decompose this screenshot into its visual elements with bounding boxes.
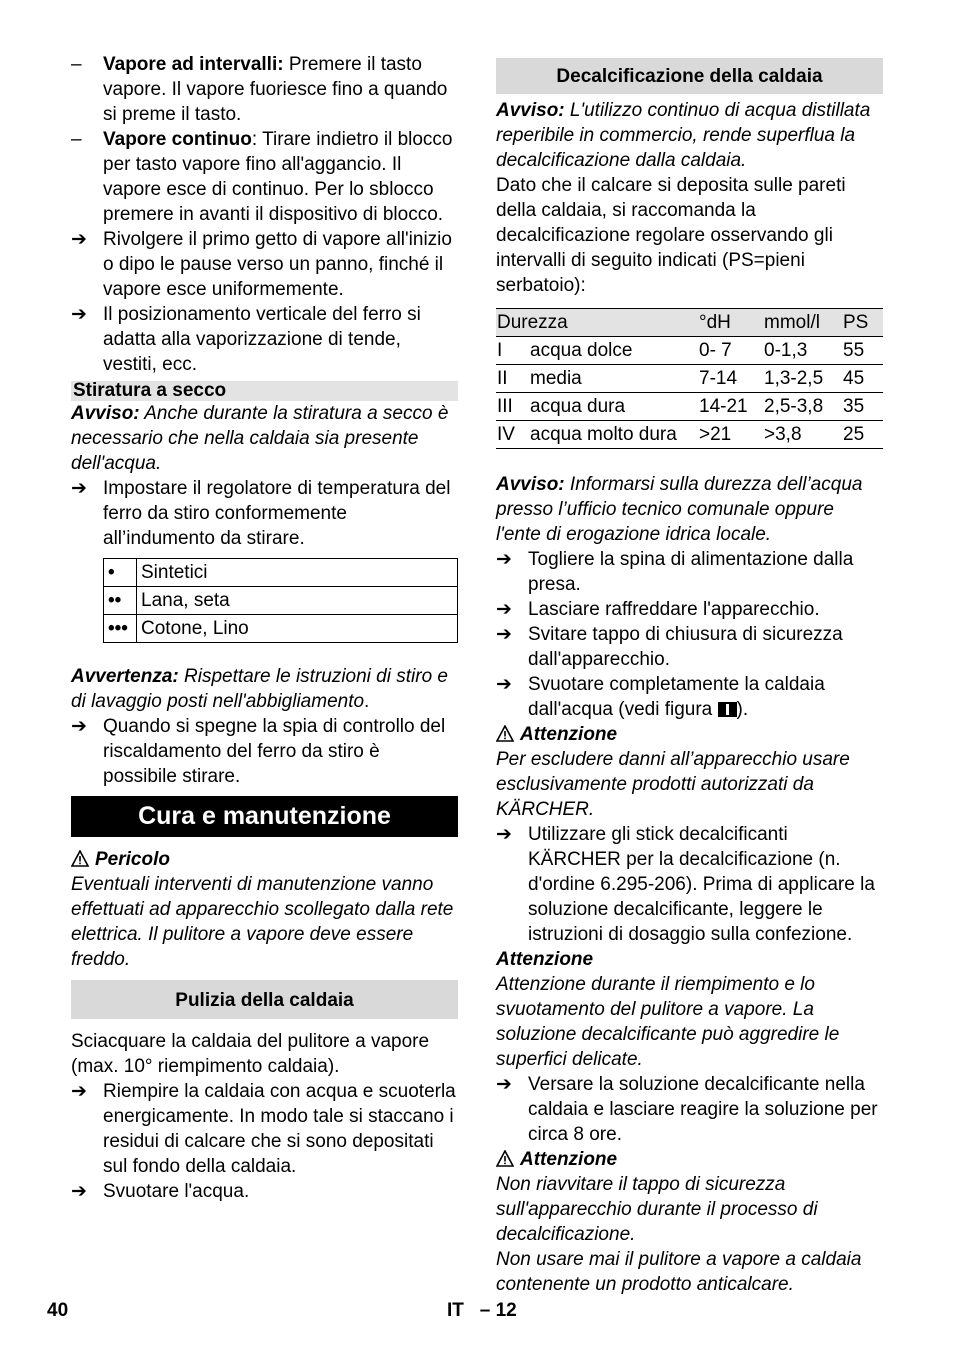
arrow-right-icon: ➔ <box>71 1181 87 1202</box>
step-item <box>71 227 458 302</box>
step-text: Versare la soluzione decalcificante nella caldaia e lasciare reagire la soluzione per circa 8 ore. <box>528 1074 878 1145</box>
table-cell: acqua dura <box>529 393 698 421</box>
arrow-right-icon: ➔ <box>496 624 512 645</box>
section-heading: Pulizia della caldaia <box>71 980 458 1019</box>
item-text: : Tirare indietro il blocco per tasto vapore fino all'aggancio. Il vapore esce di continuo. Per lo sblocco premere in avanti il dispositivo di blocco. <box>103 129 453 225</box>
step-item <box>71 476 458 551</box>
section-subheading: Stiratura a secco <box>71 381 458 401</box>
paragraph: Dato che il calcare si deposita sulle pareti della caldaia, si raccomanda la decalcificazione regolare osservando gli intervalli di seguito indicati (PS=pieni serbatoio): <box>496 175 846 296</box>
table-header-row <box>496 309 883 337</box>
figure-reference-icon <box>718 702 737 717</box>
warning-triangle-icon <box>496 725 514 742</box>
column-header: °dH <box>698 309 763 337</box>
note-text: Informarsi sulla durezza dell’acqua presso l’ufficio tecnico comunale oppure l'ente di erogazione idrica locale. <box>496 474 863 545</box>
advice-text: Rispettare le istruzioni di stiro e di lavaggio posti nell'abbigliamento <box>71 666 448 712</box>
attention-label: Attenzione <box>496 949 594 970</box>
danger-text: Eventuali interventi di manutenzione vanno effettuati ad apparecchio scollegato dalla rete elettrica. Il pulitore a vapore deve essere freddo. <box>71 874 454 970</box>
table-cell: 1,3-2,5 <box>763 365 842 393</box>
fabric-cell: Lana, seta <box>137 587 458 615</box>
language-code <box>447 1298 517 1323</box>
list-item <box>71 127 458 227</box>
step-item <box>496 547 883 597</box>
dash-marker: – <box>71 129 82 150</box>
table-row <box>496 337 883 365</box>
dots-cell: •• <box>104 587 137 615</box>
note-label: Avviso: <box>71 403 140 424</box>
step-text: Utilizzare gli stick decalcificanti KÄRCHER per la decalcificazione (n. d'ordine 6.295-206). Prima di applicare la soluzione decalcificante, leggere le istruzioni di dosaggio sulla confezione. <box>528 824 875 945</box>
note-label: Avviso: <box>496 100 565 121</box>
note-text: Anche durante la stiratura a secco è necessario che nella caldaia sia presente dell'acqua. <box>71 403 449 474</box>
table-cell: 25 <box>842 421 883 449</box>
step-item <box>496 597 883 622</box>
step-text: Togliere la spina di alimentazione dalla presa. <box>528 549 854 595</box>
arrow-right-icon: ➔ <box>496 824 512 845</box>
attention-label: Attenzione <box>520 1149 618 1170</box>
table-cell: 14-21 <box>698 393 763 421</box>
fabric-cell: Cotone, Lino <box>137 615 458 643</box>
paragraph: Sciacquare la caldaia del pulitore a vapore (max. 10° riempimento caldaia). <box>71 1031 430 1077</box>
table-row <box>104 587 458 615</box>
arrow-right-icon: ➔ <box>496 1074 512 1095</box>
step-item <box>496 622 883 672</box>
table-cell: III <box>496 393 529 421</box>
item-text: Premere il tasto vapore. Il vapore fuoriesce fino a quando si preme il tasto. <box>103 54 448 125</box>
table-cell: 45 <box>842 365 883 393</box>
table-row <box>496 421 883 449</box>
language-label: IT <box>447 1300 464 1321</box>
step-text: Lasciare raffreddare l'apparecchio. <box>528 599 820 620</box>
table-cell: acqua molto dura <box>529 421 698 449</box>
table-cell: 0- 7 <box>698 337 763 365</box>
step-text: Svitare tappo di chiusura di sicurezza dall'apparecchio. <box>528 624 843 670</box>
table-cell: >3,8 <box>763 421 842 449</box>
item-label: Vapore ad intervalli: <box>103 54 284 75</box>
attention-text: Per escludere danni all’apparecchio usare esclusivamente prodotti autorizzati da KÄRCHER. <box>496 749 850 820</box>
chapter-heading: Cura e manutenzione <box>71 796 458 837</box>
section-heading: Decalcificazione della caldaia <box>496 58 883 94</box>
danger-label: Pericolo <box>95 849 170 870</box>
attention-text: Non riavvitare il tappo di sicurezza sull'apparecchio durante il processo di decalcificazione. <box>496 1174 818 1245</box>
table-cell: 2,5-3,8 <box>763 393 842 421</box>
advice-label: Avvertenza: <box>71 666 179 687</box>
attention-text: Non usare mai il pulitore a vapore a caldaia contenente un prodotto anticalcare. <box>496 1249 862 1295</box>
step-text: Riempire la caldaia con acqua e scuoterla energicamente. In modo tale si staccano i residui di calcare che si sono depositati sul fondo della caldaia. <box>103 1081 456 1177</box>
step-text: Svuotare l'acqua. <box>103 1181 250 1202</box>
arrow-right-icon: ➔ <box>71 304 87 325</box>
fabric-cell: Sintetici <box>137 559 458 587</box>
arrow-right-icon: ➔ <box>71 1081 87 1102</box>
step-text: Impostare il regolatore di temperatura del ferro da stiro conformemente all’indumento da stirare. <box>103 478 451 549</box>
section-number: – 12 <box>479 1300 517 1321</box>
arrow-right-icon: ➔ <box>71 716 87 737</box>
table-cell: acqua dolce <box>529 337 698 365</box>
table-row <box>104 559 458 587</box>
table-row <box>496 393 883 421</box>
table-cell: >21 <box>698 421 763 449</box>
arrow-right-icon: ➔ <box>71 229 87 250</box>
dots-cell: • <box>104 559 137 587</box>
column-header: PS <box>842 309 883 337</box>
note-label: Avviso: <box>496 474 565 495</box>
step-item <box>496 672 883 722</box>
dots-cell: ••• <box>104 615 137 643</box>
page-number: 40 <box>47 1300 69 1321</box>
step-item <box>71 714 458 789</box>
arrow-right-icon: ➔ <box>496 549 512 570</box>
table-cell: 55 <box>842 337 883 365</box>
table-cell: 35 <box>842 393 883 421</box>
arrow-right-icon: ➔ <box>71 478 87 499</box>
table-cell: I <box>496 337 529 365</box>
step-text: Il posizionamento verticale del ferro si adatta alla vaporizzazione di tende, vestiti, ecc. <box>103 304 421 375</box>
list-item <box>71 52 458 127</box>
table-cell: II <box>496 365 529 393</box>
attention-label: Attenzione <box>520 724 618 745</box>
attention-text: Attenzione durante il riempimento e lo svuotamento del pulitore a vapore. La soluzione decalcificante può aggredire le superfici delicate. <box>496 974 840 1070</box>
fabric-table <box>103 558 458 643</box>
step-item <box>496 822 883 947</box>
note-text: L'utilizzo continuo di acqua distillata reperibile in commercio, rende superflua la decalcificazione dalla caldaia. <box>496 100 871 171</box>
advice-end: . <box>364 691 370 712</box>
step-text: Rivolgere il primo getto di vapore all'inizio o dipo le pause verso un panno, finché il vapore esce uniformemente. <box>103 229 452 300</box>
table-cell: 0-1,3 <box>763 337 842 365</box>
step-text: Quando si spegne la spia di controllo del riscaldamento del ferro da stiro è possibile stirare. <box>103 716 446 787</box>
table-cell: media <box>529 365 698 393</box>
arrow-right-icon: ➔ <box>496 674 512 695</box>
left-column <box>71 52 458 1204</box>
warning-triangle-icon <box>71 850 89 867</box>
step-text: Svuotare completamente la caldaia dall'acqua (vedi figura <box>528 674 825 720</box>
step-item <box>496 1072 883 1147</box>
step-text-end: ). <box>736 699 749 720</box>
table-row <box>496 365 883 393</box>
table-cell: 7-14 <box>698 365 763 393</box>
table-row <box>104 615 458 643</box>
right-column <box>496 52 883 1297</box>
dash-marker: – <box>71 54 82 75</box>
table-cell: IV <box>496 421 529 449</box>
warning-triangle-icon <box>496 1150 514 1167</box>
item-label: Vapore continuo <box>103 129 252 150</box>
column-header: mmol/l <box>763 309 842 337</box>
hardness-table <box>496 308 883 449</box>
arrow-right-icon: ➔ <box>496 599 512 620</box>
column-header: Durezza <box>496 309 698 337</box>
step-item <box>71 1179 458 1204</box>
step-item <box>71 1079 458 1179</box>
step-item <box>71 302 458 377</box>
